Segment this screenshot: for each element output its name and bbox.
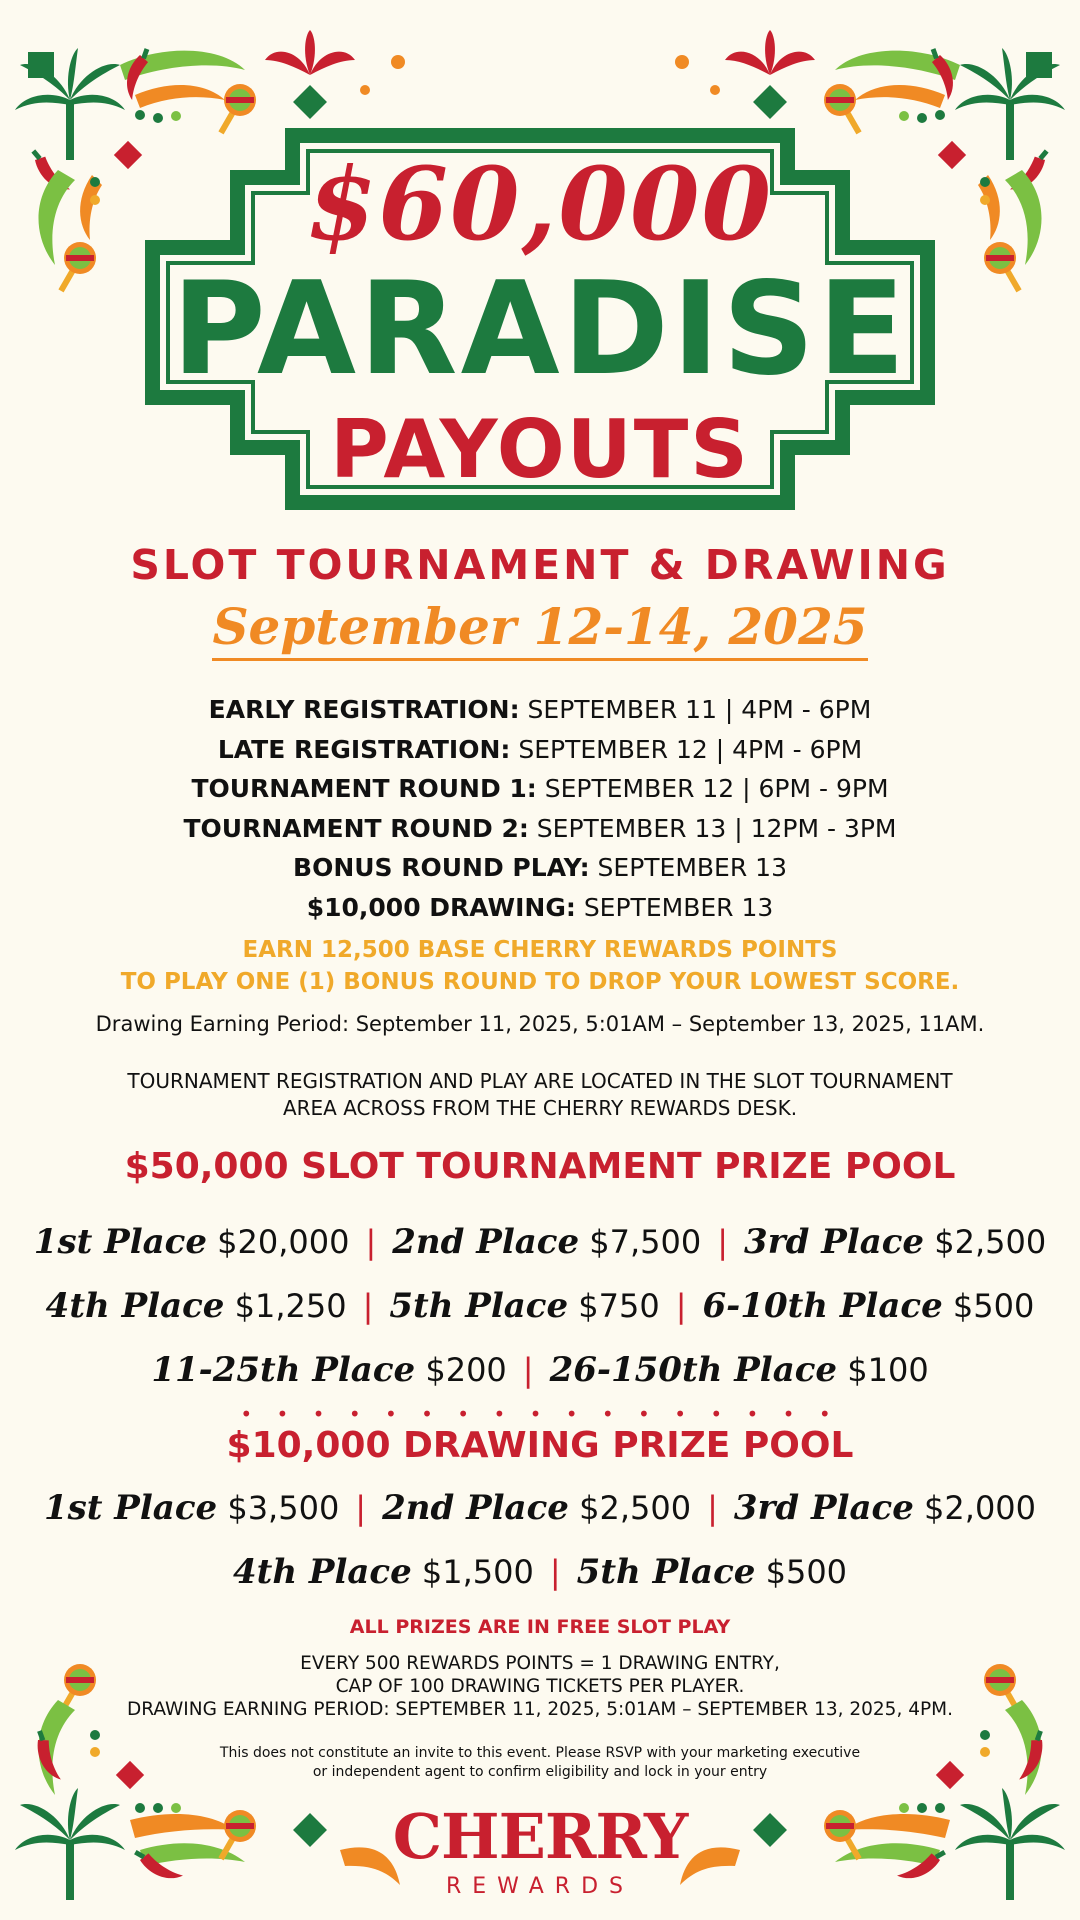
prize-amount: $500 bbox=[765, 1553, 848, 1591]
location-line: AREA ACROSS FROM THE CHERRY REWARDS DESK. bbox=[282, 1096, 798, 1120]
drawing-earning-period: Drawing Earning Period: September 11, 2025, 5:01AM – September 13, 2025, 11AM. bbox=[95, 1012, 985, 1036]
schedule-row bbox=[0, 730, 1080, 770]
schedule-row bbox=[0, 690, 1080, 730]
prize-amount: $1,250 bbox=[234, 1287, 347, 1325]
prize-place: 1st Place bbox=[43, 1488, 218, 1528]
entries-line: EVERY 500 REWARDS POINTS = 1 DRAWING ENTRY, bbox=[300, 1653, 780, 1674]
schedule-label: $10,000 DRAWING: bbox=[306, 892, 576, 922]
drawing-entries-note bbox=[0, 1652, 1080, 1721]
prize-place: 4th Place bbox=[232, 1552, 412, 1592]
disclaimer-line: This does not constitute an invite to this event. Please RSVP with your marketing executive bbox=[219, 1745, 861, 1761]
disclaimer bbox=[0, 1744, 1080, 1782]
schedule-label: TOURNAMENT ROUND 1: bbox=[191, 774, 537, 803]
schedule-value: SEPTEMBER 12 | 4PM - 6PM bbox=[518, 734, 863, 764]
bonus-round-note bbox=[0, 934, 1080, 998]
prize-amount: $2,000 bbox=[924, 1489, 1037, 1527]
separator: | bbox=[362, 1287, 374, 1325]
prize-amount: $1,500 bbox=[421, 1553, 534, 1591]
schedule-value: SEPTEMBER 13 bbox=[597, 853, 787, 882]
prize-place: 3rd Place bbox=[744, 1222, 925, 1262]
schedule-value: SEPTEMBER 11 | 4PM - 6PM bbox=[527, 695, 872, 724]
prize-amount: $3,500 bbox=[227, 1489, 340, 1527]
event-name: SLOT TOURNAMENT & DRAWING bbox=[130, 541, 950, 589]
event-dates bbox=[0, 597, 1080, 656]
drawing-pool-title: $10,000 DRAWING PRIZE POOL bbox=[226, 1425, 854, 1466]
separator: | bbox=[365, 1223, 377, 1261]
disclaimer-line: or independent agent to confirm eligibility and lock in your entry bbox=[312, 1764, 768, 1780]
prize-place: 5th Place bbox=[389, 1286, 569, 1326]
rewards-logo-text: REWARDS bbox=[446, 1874, 634, 1899]
schedule-value: SEPTEMBER 12 | 6PM - 9PM bbox=[544, 774, 889, 803]
location-line: TOURNAMENT REGISTRATION AND PLAY ARE LOCATED IN THE SLOT TOURNAMENT bbox=[127, 1069, 953, 1093]
schedule-label: BONUS ROUND PLAY: bbox=[293, 853, 590, 882]
drawing-prize-row bbox=[0, 1488, 1080, 1528]
schedule-value: SEPTEMBER 13 | 12PM - 3PM bbox=[536, 813, 897, 843]
prize-amount: $20,000 bbox=[217, 1223, 350, 1261]
prize-place: 2nd Place bbox=[392, 1222, 580, 1262]
prize-amount: $500 bbox=[952, 1287, 1035, 1325]
prize-place: 2nd Place bbox=[382, 1488, 569, 1528]
prize-amount: $750 bbox=[578, 1287, 660, 1325]
schedule-row bbox=[0, 848, 1080, 888]
prize-place: 26-150th Place bbox=[549, 1350, 838, 1390]
payouts-heading: PAYOUTS bbox=[330, 403, 750, 496]
tournament-prize-row bbox=[0, 1350, 1080, 1390]
separator: | bbox=[522, 1351, 534, 1389]
schedule-row bbox=[0, 809, 1080, 849]
prize-amount: $200 bbox=[425, 1351, 507, 1389]
prize-amount-heading: $60,000 bbox=[306, 145, 774, 263]
separator: | bbox=[549, 1553, 561, 1591]
schedule bbox=[0, 690, 1080, 927]
prize-place: 3rd Place bbox=[733, 1488, 914, 1528]
separator: | bbox=[355, 1489, 367, 1527]
bonus-round-line: TO PLAY ONE (1) BONUS ROUND TO DROP YOUR LOWEST SCORE. bbox=[120, 969, 960, 995]
separator: | bbox=[717, 1223, 729, 1261]
drawing-prize-row bbox=[0, 1552, 1080, 1592]
event-dates-text: September 12-14, 2025 bbox=[212, 597, 867, 661]
paradise-heading: PARADISE bbox=[171, 255, 909, 404]
prize-place: 4th Place bbox=[45, 1286, 225, 1326]
entries-line: DRAWING EARNING PERIOD: SEPTEMBER 11, 2025, 5:01AM – SEPTEMBER 13, 2025, 4PM. bbox=[127, 1699, 953, 1720]
prize-place: 6-10th Place bbox=[702, 1286, 943, 1326]
separator: | bbox=[675, 1287, 687, 1325]
tournament-pool-title: $50,000 SLOT TOURNAMENT PRIZE POOL bbox=[124, 1146, 956, 1187]
prize-place: 11-25th Place bbox=[151, 1350, 416, 1390]
schedule-value: SEPTEMBER 13 bbox=[583, 892, 774, 922]
all-prizes-note: ALL PRIZES ARE IN FREE SLOT PLAY bbox=[349, 1616, 731, 1638]
dotted-divider: • • • • • • • • • • • • • • • • • bbox=[240, 1402, 840, 1426]
schedule-row bbox=[0, 888, 1080, 928]
prize-amount: $7,500 bbox=[589, 1223, 702, 1261]
schedule-label: LATE REGISTRATION: bbox=[217, 734, 511, 764]
prize-place: 1st Place bbox=[33, 1222, 207, 1262]
bonus-round-line: EARN 12,500 BASE CHERRY REWARDS POINTS bbox=[242, 937, 838, 963]
entries-line: CAP OF 100 DRAWING TICKETS PER PLAYER. bbox=[335, 1676, 745, 1697]
separator: | bbox=[707, 1489, 718, 1527]
location-note bbox=[0, 1068, 1080, 1122]
prize-amount: $2,500 bbox=[579, 1489, 692, 1527]
prize-amount: $2,500 bbox=[934, 1223, 1047, 1261]
schedule-label: EARLY REGISTRATION: bbox=[208, 695, 520, 724]
schedule-row bbox=[0, 769, 1080, 809]
cherry-logo: CHERRY bbox=[392, 1800, 688, 1873]
prize-place: 5th Place bbox=[576, 1552, 756, 1592]
prize-amount: $100 bbox=[847, 1351, 929, 1389]
tournament-prize-row bbox=[0, 1222, 1080, 1262]
schedule-label: TOURNAMENT ROUND 2: bbox=[183, 813, 529, 843]
tournament-prize-row bbox=[0, 1286, 1080, 1326]
